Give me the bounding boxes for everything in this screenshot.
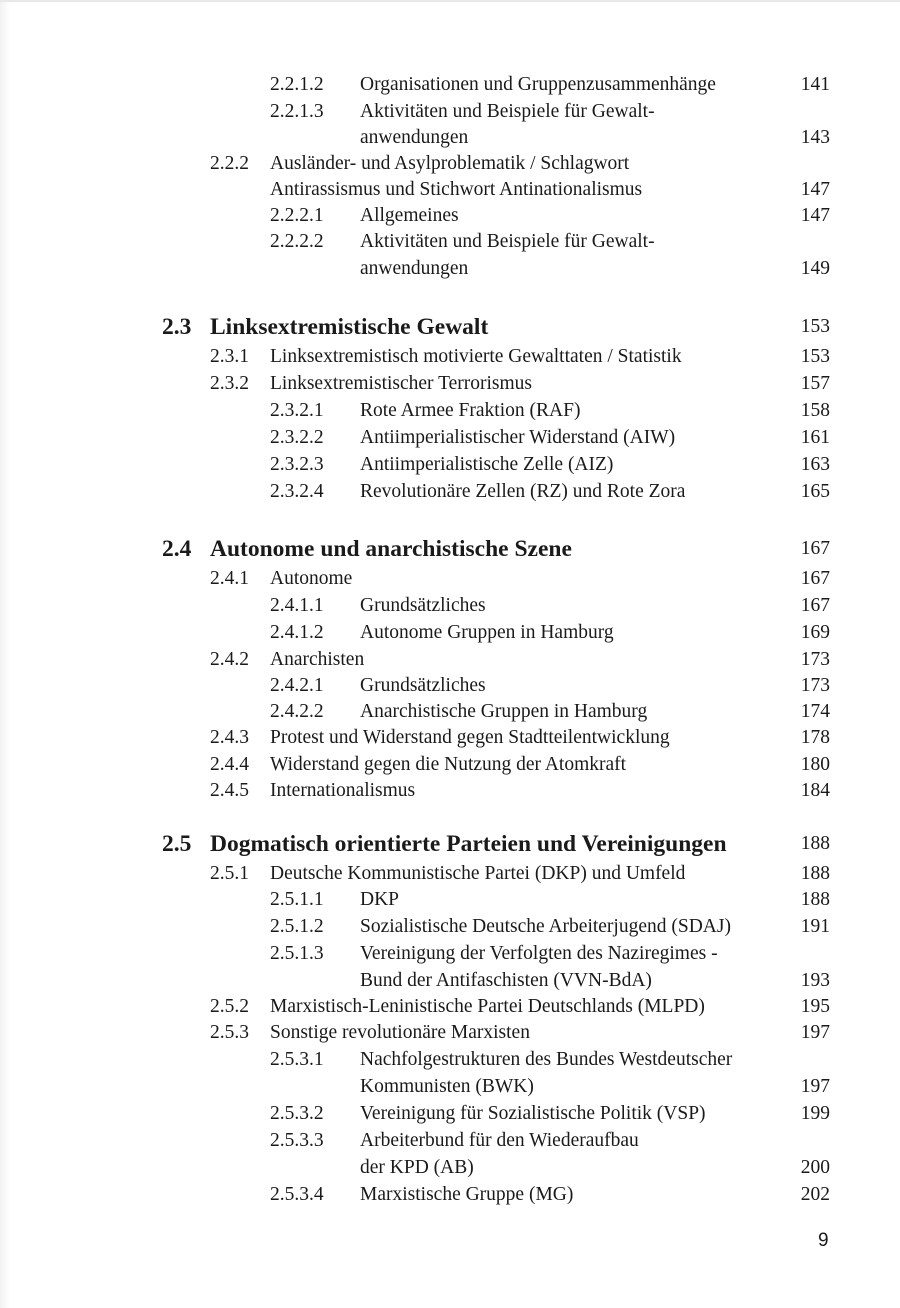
toc-entry-title: Grundsätzliches [360, 675, 486, 696]
toc-entry-page: 149 [800, 258, 830, 279]
toc-entry-number: 2.4.1 [210, 568, 249, 589]
toc-entry [0, 1020, 900, 1046]
toc-entry [0, 699, 900, 725]
toc-entry [0, 1101, 900, 1127]
toc-entry-title: Aktivitäten und Beispiele für Gewalt- [360, 101, 655, 122]
toc-entry-title: Vereinigung für Sozialistische Politik (VSP) [360, 1103, 706, 1124]
toc-entry-page: 141 [800, 74, 830, 95]
toc-entry-number: 2.4.2.1 [270, 675, 324, 696]
toc-entry-number: 2.2.1.2 [270, 74, 324, 95]
toc-entry [0, 1182, 900, 1208]
toc-entry-title: Sonstige revolutionäre Marxisten [270, 1022, 530, 1043]
toc-entry-page: 180 [800, 754, 830, 775]
toc-entry-page: 193 [800, 970, 830, 991]
toc-entry-title: Protest und Widerstand gegen Stadtteilentwicklung [270, 727, 670, 748]
toc-entry [0, 1047, 900, 1073]
toc-entry-page: 199 [800, 1103, 830, 1124]
toc-entry-title: Autonome Gruppen in Hamburg [360, 622, 614, 643]
toc-entry-title: Anarchisten [270, 649, 365, 670]
toc-entry-page: 147 [800, 205, 830, 226]
toc-entry-page: 195 [800, 996, 830, 1017]
toc-entry-number: 2.2.2.2 [270, 231, 324, 252]
toc-entry-title: Grundsätzliches [360, 595, 486, 616]
toc-entry [0, 344, 900, 370]
toc-entry-page: 202 [800, 1184, 830, 1205]
toc-entry-page: 143 [800, 127, 830, 148]
toc-entry-title: Kommunisten (BWK) [360, 1076, 534, 1097]
toc-entry [0, 256, 900, 282]
toc-entry [0, 968, 900, 994]
toc-entry [0, 620, 900, 646]
toc-entry [0, 593, 900, 619]
toc-entry-title: Arbeiterbund für den Wiederaufbau [360, 1130, 639, 1151]
toc-entry-page: 153 [800, 316, 830, 337]
toc-entry-page: 158 [800, 400, 830, 421]
toc-entry [0, 452, 900, 478]
toc-entry-number: 2.5.1.1 [270, 889, 324, 910]
toc-entry [0, 725, 900, 751]
toc-entry-page: 165 [800, 481, 830, 502]
toc-entry-number: 2.3.1 [210, 346, 249, 367]
toc-entry-number: 2.3 [162, 314, 192, 340]
toc-entry-title: Autonome und anarchistische Szene [210, 536, 572, 562]
toc-entry-page: 167 [800, 538, 830, 559]
toc-entry-number: 2.3.2.2 [270, 427, 324, 448]
toc-entry-page: 167 [800, 595, 830, 616]
toc-entry-page: 173 [800, 675, 830, 696]
page-number: 9 [818, 1230, 829, 1251]
toc-entry [0, 1155, 900, 1181]
toc-entry-page: 184 [800, 780, 830, 801]
toc-entry-title: Marxistische Gruppe (MG) [360, 1184, 574, 1205]
toc-entry-title: Bund der Antifaschisten (VVN-BdA) [360, 970, 652, 991]
toc-entry [0, 125, 900, 151]
toc-entry-number: 2.3.2.1 [270, 400, 324, 421]
toc-entry-number: 2.5 [162, 831, 192, 857]
toc-entry-title: der KPD (AB) [360, 1157, 474, 1178]
toc-entry [0, 887, 900, 913]
toc-entry-number: 2.5.3.2 [270, 1103, 324, 1124]
toc-entry-page: 161 [800, 427, 830, 448]
toc-entry-number: 2.5.3.4 [270, 1184, 324, 1205]
toc-entry-page: 188 [800, 833, 830, 854]
toc-entry-number: 2.4.3 [210, 727, 249, 748]
toc-entry-number: 2.4.1.1 [270, 595, 324, 616]
toc-entry-page: 178 [800, 727, 830, 748]
toc-entry-number: 2.4.5 [210, 780, 249, 801]
toc-section-heading [0, 829, 900, 859]
toc-entry-page: 169 [800, 622, 830, 643]
toc-entry [0, 994, 900, 1020]
toc-entry [0, 647, 900, 673]
toc-entry-page: 157 [800, 373, 830, 394]
toc-entry-title: Internationalismus [270, 780, 416, 801]
toc-entry-page: 191 [800, 916, 830, 937]
toc-entry-page: 163 [800, 454, 830, 475]
toc-entry [0, 1128, 900, 1154]
toc-entry-title: Marxistisch-Leninistische Partei Deutschlands (MLPD) [270, 996, 705, 1017]
toc-entry-title: Antirassismus und Stichwort Antinationalismus [270, 179, 643, 200]
toc-entry-page: 147 [800, 179, 830, 200]
toc-entry-number: 2.5.3.1 [270, 1049, 324, 1070]
toc-entry-number: 2.3.2.3 [270, 454, 324, 475]
toc-entry [0, 177, 900, 203]
toc-entry-number: 2.3.2 [210, 373, 249, 394]
toc-entry-number: 2.4.1.2 [270, 622, 324, 643]
toc-entry [0, 1074, 900, 1100]
toc-entry-title: Organisationen und Gruppenzusammenhänge [360, 74, 716, 95]
toc-entry-page: 200 [800, 1157, 830, 1178]
toc-entry-title: Aktivitäten und Beispiele für Gewalt- [360, 231, 655, 252]
toc-entry [0, 203, 900, 229]
toc-entry-title: Nachfolgestrukturen des Bundes Westdeutscher [360, 1049, 733, 1070]
toc-entry [0, 371, 900, 397]
toc-entry-title: Anarchistische Gruppen in Hamburg [360, 701, 648, 722]
toc-entry-number: 2.5.2 [210, 996, 249, 1017]
toc-entry [0, 941, 900, 967]
toc-entry-page: 173 [800, 649, 830, 670]
toc-entry-title: Deutsche Kommunistische Partei (DKP) und Umfeld [270, 863, 686, 884]
toc-entry [0, 673, 900, 699]
toc-entry-number: 2.5.1 [210, 863, 249, 884]
toc-entry-page: 153 [800, 346, 830, 367]
toc-entry-title: Antiimperialistischer Widerstand (AIW) [360, 427, 676, 448]
toc-entry-title: Sozialistische Deutsche Arbeiterjugend (SDAJ) [360, 916, 731, 937]
toc-entry-number: 2.5.3.3 [270, 1130, 324, 1151]
toc-entry-title: anwendungen [360, 258, 469, 279]
toc-entry-number: 2.4.2.2 [270, 701, 324, 722]
toc-entry-page: 197 [800, 1022, 830, 1043]
toc-entry-title: Ausländer- und Asylproblematik / Schlagwort [270, 153, 630, 174]
toc-entry-title: Autonome [270, 568, 353, 589]
toc-entry-page: 188 [800, 863, 830, 884]
toc-entry-page: 167 [800, 568, 830, 589]
toc-entry [0, 479, 900, 505]
toc-entry-number: 2.5.1.3 [270, 943, 324, 964]
toc-entry [0, 151, 900, 177]
toc-entry [0, 398, 900, 424]
toc-entry-title: Linksextremistische Gewalt [210, 314, 489, 340]
toc-entry-page: 188 [800, 889, 830, 910]
toc-entry-title: Linksextremistisch motivierte Gewalttaten / Statistik [270, 346, 682, 367]
toc-entry-title: Allgemeines [360, 205, 459, 226]
toc-entry-number: 2.4.4 [210, 754, 249, 775]
toc-entry-number: 2.2.1.3 [270, 101, 324, 122]
toc-section-heading [0, 312, 900, 342]
toc-entry-title: DKP [360, 889, 400, 910]
toc-entry-title: Widerstand gegen die Nutzung der Atomkraft [270, 754, 627, 775]
toc-entry-number: 2.2.2 [210, 153, 249, 174]
toc-section-heading [0, 534, 900, 564]
toc-entry [0, 778, 900, 804]
toc-entry-number: 2.5.3 [210, 1022, 249, 1043]
toc-entry-number: 2.5.1.2 [270, 916, 324, 937]
toc-entry-page: 174 [800, 701, 830, 722]
toc-entry-number: 2.2.2.1 [270, 205, 324, 226]
toc-entry-title: Dogmatisch orientierte Parteien und Vereinigungen [210, 831, 727, 857]
toc-entry [0, 914, 900, 940]
toc-entry-title: Antiimperialistische Zelle (AIZ) [360, 454, 614, 475]
toc-entry [0, 229, 900, 255]
toc-entry [0, 861, 900, 887]
toc-entry [0, 566, 900, 592]
toc-entry-number: 2.3.2.4 [270, 481, 324, 502]
toc-entry-page: 197 [800, 1076, 830, 1097]
toc-entry-title: Rote Armee Fraktion (RAF) [360, 400, 581, 421]
toc-entry [0, 425, 900, 451]
toc-entry-title: Linksextremistischer Terrorismus [270, 373, 533, 394]
toc-entry [0, 99, 900, 125]
toc-entry-number: 2.4 [162, 536, 192, 562]
toc-entry-title: anwendungen [360, 127, 469, 148]
toc-entry-title: Revolutionäre Zellen (RZ) und Rote Zora [360, 481, 686, 502]
toc-entry [0, 752, 900, 778]
toc-entry [0, 72, 900, 98]
toc-entry-number: 2.4.2 [210, 649, 249, 670]
toc-entry-title: Vereinigung der Verfolgten des Naziregimes - [360, 943, 718, 964]
